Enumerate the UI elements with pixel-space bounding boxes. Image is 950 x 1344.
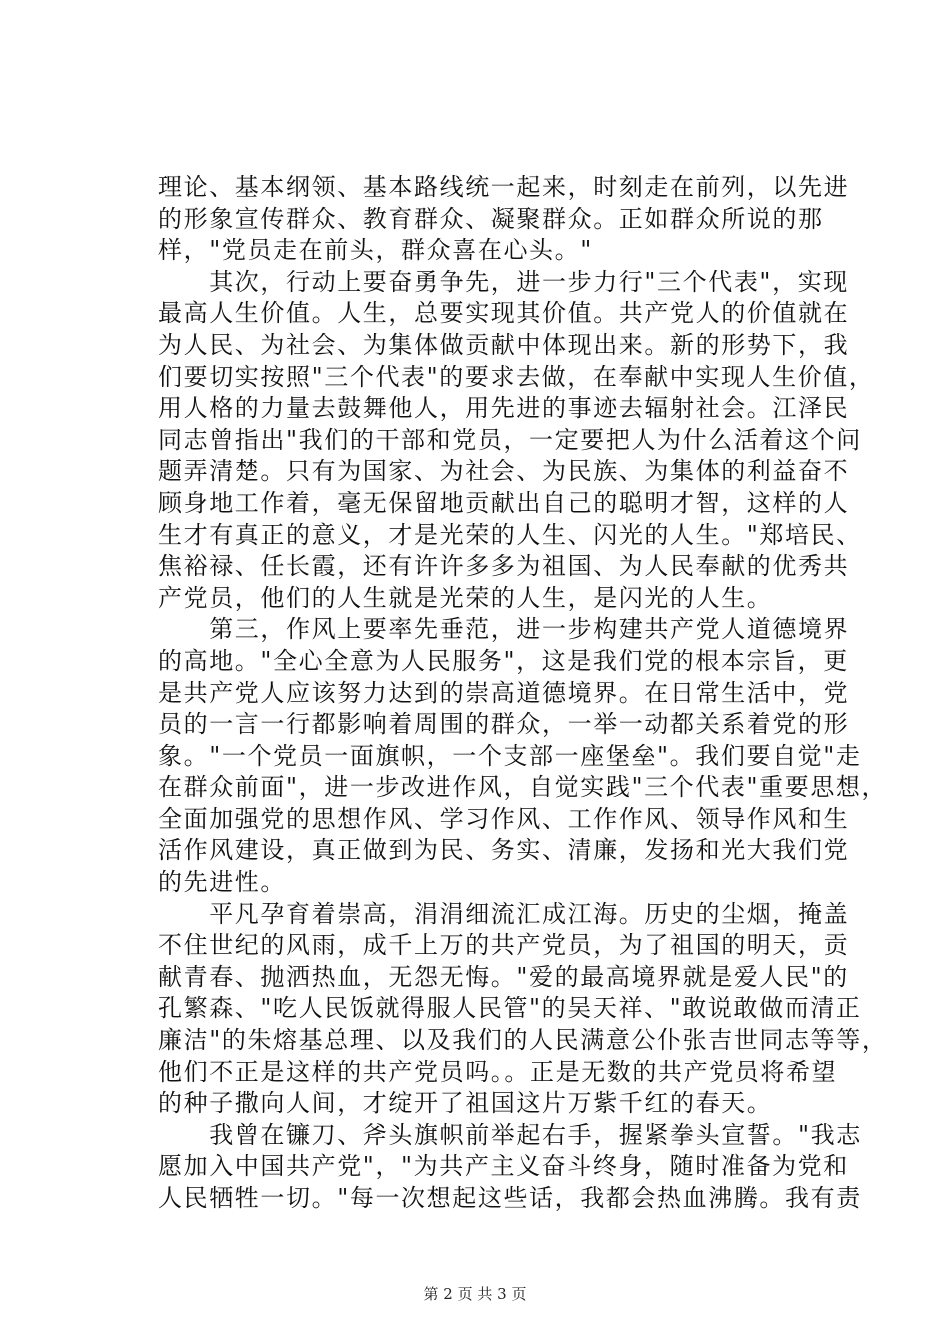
text-line: 廉洁"的朱熔基总理、以及我们的人民满意公仆张吉世同志等等， (158, 1026, 888, 1055)
text-line: 象。"一个党员一面旗帜，一个支部一座堡垒"。我们要自觉"走 (158, 741, 862, 770)
text-line: 是共产党人应该努力达到的崇高道德境界。在日常生活中，党 (158, 678, 850, 707)
text-line: 全面加强党的思想作风、学习作风、工作作风、领导作风和生 (158, 804, 850, 833)
text-line: 孔繁森、"吃人民饭就得服人民管"的吴天祥、"敢说敢做而清正 (158, 994, 862, 1023)
text-line: 用人格的力量去鼓舞他人，用先进的事迹去辐射社会。江泽民 (158, 394, 850, 423)
text-line: 理论、基本纲领、基本路线统一起来，时刻走在前列，以先进 (158, 173, 850, 201)
text-line: 不住世纪的风雨，成千上万的共产党员，为了祖国的明天，贡 (158, 931, 850, 960)
text-line: 献青春、抛洒热血，无怨无悔。"爱的最高境界就是爱人民"的 (158, 962, 849, 991)
text-line: 的高地。"全心全意为人民服务"，这是我们党的根本宗旨，更 (158, 646, 849, 675)
text-line: 在群众前面"，进一步改进作风，自觉实践"三个代表"重要思想， (158, 773, 888, 802)
text-line: 我曾在镰刀、斧头旗帜前举起右手，握紧拳头宣誓。"我志 (158, 1120, 862, 1149)
text-line: 焦裕禄、任长霞，还有许许多多为祖国、为人民奉献的优秀共 (158, 552, 850, 581)
text-line: 样，"党员走在前头，群众喜在心头。" (158, 236, 593, 265)
text-line: 们要切实按照"三个代表"的要求去做，在奉献中实现人生价值， (158, 362, 875, 391)
text-line: 他们不正是这样的共产党员吗。。正是无数的共产党员将希望 (158, 1057, 838, 1086)
text-line: 同志曾指出"我们的干部和党员，一定要把人为什么活着这个问 (158, 425, 862, 454)
text-line: 平凡孕育着崇高，涓涓细流汇成江海。历史的尘烟，掩盖 (158, 899, 850, 928)
text-line: 生才有真正的意义，才是光荣的人生、闪光的人生。"郑培民、 (158, 520, 862, 549)
text-line: 活作风建设，真正做到为民、务实、清廉，发扬和光大我们党 (158, 836, 850, 865)
text-line: 第三，作风上要率先垂范，进一步构建共产党人道德境界 (158, 615, 850, 644)
text-line: 的形象宣传群众、教育群众、凝聚群众。正如群众所说的那 (158, 204, 824, 233)
document-body (158, 172, 888, 1215)
text-line: 其次，行动上要奋勇争先，进一步力行"三个代表"，实现 (158, 267, 849, 296)
text-line: 员的一言一行都影响着周围的群众，一举一动都关系着党的形 (158, 710, 850, 739)
page-number-footer: 第 2 页 共 3 页 (423, 1285, 527, 1303)
text-line: 的先进性。 (158, 868, 286, 897)
text-line: 顾身地工作着，毫无保留地贡献出自己的聪明才智，这样的人 (158, 488, 850, 517)
text-line: 产党员，他们的人生就是光荣的人生，是闪光的人生。 (158, 583, 773, 612)
text-line: 最高人生价值。人生，总要实现其价值。共产党人的价值就在 (158, 299, 850, 328)
text-line: 题弄清楚。只有为国家、为社会、为民族、为集体的利益奋不 (158, 457, 850, 486)
text-line: 愿加入中国共产党"，"为共产主义奋斗终身，随时准备为党和 (158, 1152, 849, 1181)
text-line: 为人民、为社会、为集体做贡献中体现出来。新的形势下，我 (158, 330, 850, 359)
text-line: 的种子撒向人间，才绽开了祖国这片万紫千红的春天。 (158, 1089, 773, 1118)
text-line: 人民牺牲一切。"每一次想起这些话，我都会热血沸腾。我有责 (158, 1184, 862, 1212)
